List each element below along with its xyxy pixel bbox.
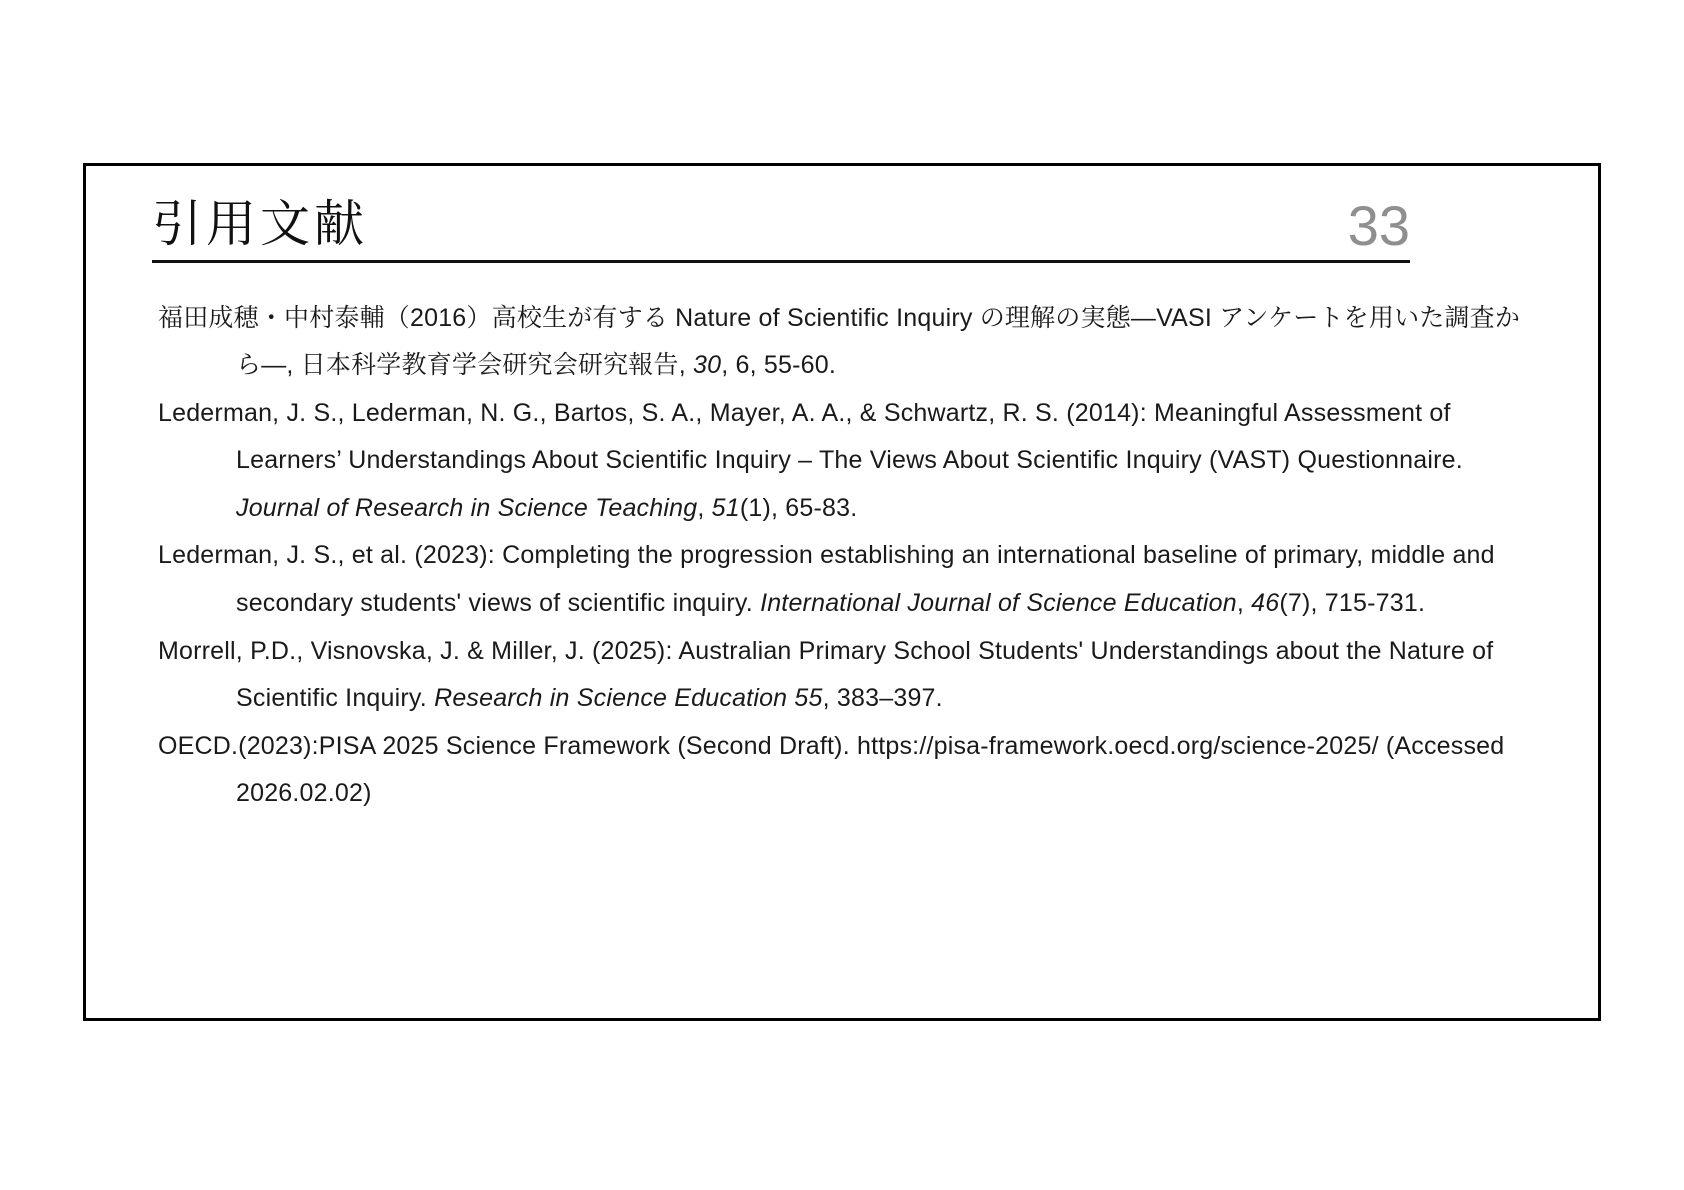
reference-text-segment: , 6, 55-60.: [721, 351, 836, 380]
reference-item: [158, 628, 1528, 723]
reference-journal-segment: International Journal of Science Education: [760, 589, 1237, 618]
reference-journal-segment: 46: [1251, 589, 1280, 618]
reference-journal-segment: Journal of Research in Science Teaching: [236, 493, 698, 522]
reference-text-segment: , 383–397.: [822, 684, 943, 713]
slide-header: [152, 193, 1410, 263]
reference-text-segment: (1), 65-83.: [739, 493, 858, 522]
reference-text-segment: Morrell, P.D., Visnovska, J. & Miller, J. (2025): Australian Primary School Students' Understandings about the Nature of Scientific Inquiry.: [158, 636, 1494, 713]
slide-canvas: [83, 163, 1601, 1021]
reference-item: [158, 532, 1528, 627]
reference-journal-segment: 51: [711, 493, 740, 522]
reference-text-segment: ,: [1236, 589, 1252, 618]
reference-journal-segment: Research in Science Education 55: [434, 684, 823, 713]
reference-journal-segment: 30: [693, 351, 722, 380]
references-list: [158, 295, 1528, 819]
reference-item: [158, 390, 1528, 533]
reference-item: [158, 723, 1528, 818]
reference-text-segment: ,: [697, 493, 712, 522]
reference-text-segment: OECD.(2023):PISA 2025 Science Framework (Second Draft). https://pisa-framework.oecd.org/science-2025/ (Accessed 2026.02.02): [158, 731, 1505, 808]
reference-item: [158, 295, 1528, 390]
page-number: 33: [1347, 193, 1410, 257]
slide-title: 引用文献: [152, 196, 368, 252]
reference-text-segment: (7), 715-731.: [1279, 589, 1426, 618]
reference-text-segment: Lederman, J. S., Lederman, N. G., Bartos, S. A., Mayer, A. A., & Schwartz, R. S. (2014): Meaningful Assessment of Learners’ Understandings About Scientific Inquiry – The Views About Scientific Inquiry (VAST) Questionnaire.: [158, 398, 1463, 475]
reference-text-segment: Lederman, J. S., et al. (2023): Completing the progression establishing an international baseline of primary, middle and secondary students' views of scientific inquiry.: [158, 541, 1495, 618]
reference-text-segment: 福田成穂・中村泰輔（2016）高校生が有する Nature of Scientific Inquiry の理解の実態―VASI アンケートを用いた調査から―, 日本科学教育学会研究会研究報告,: [158, 303, 1521, 380]
